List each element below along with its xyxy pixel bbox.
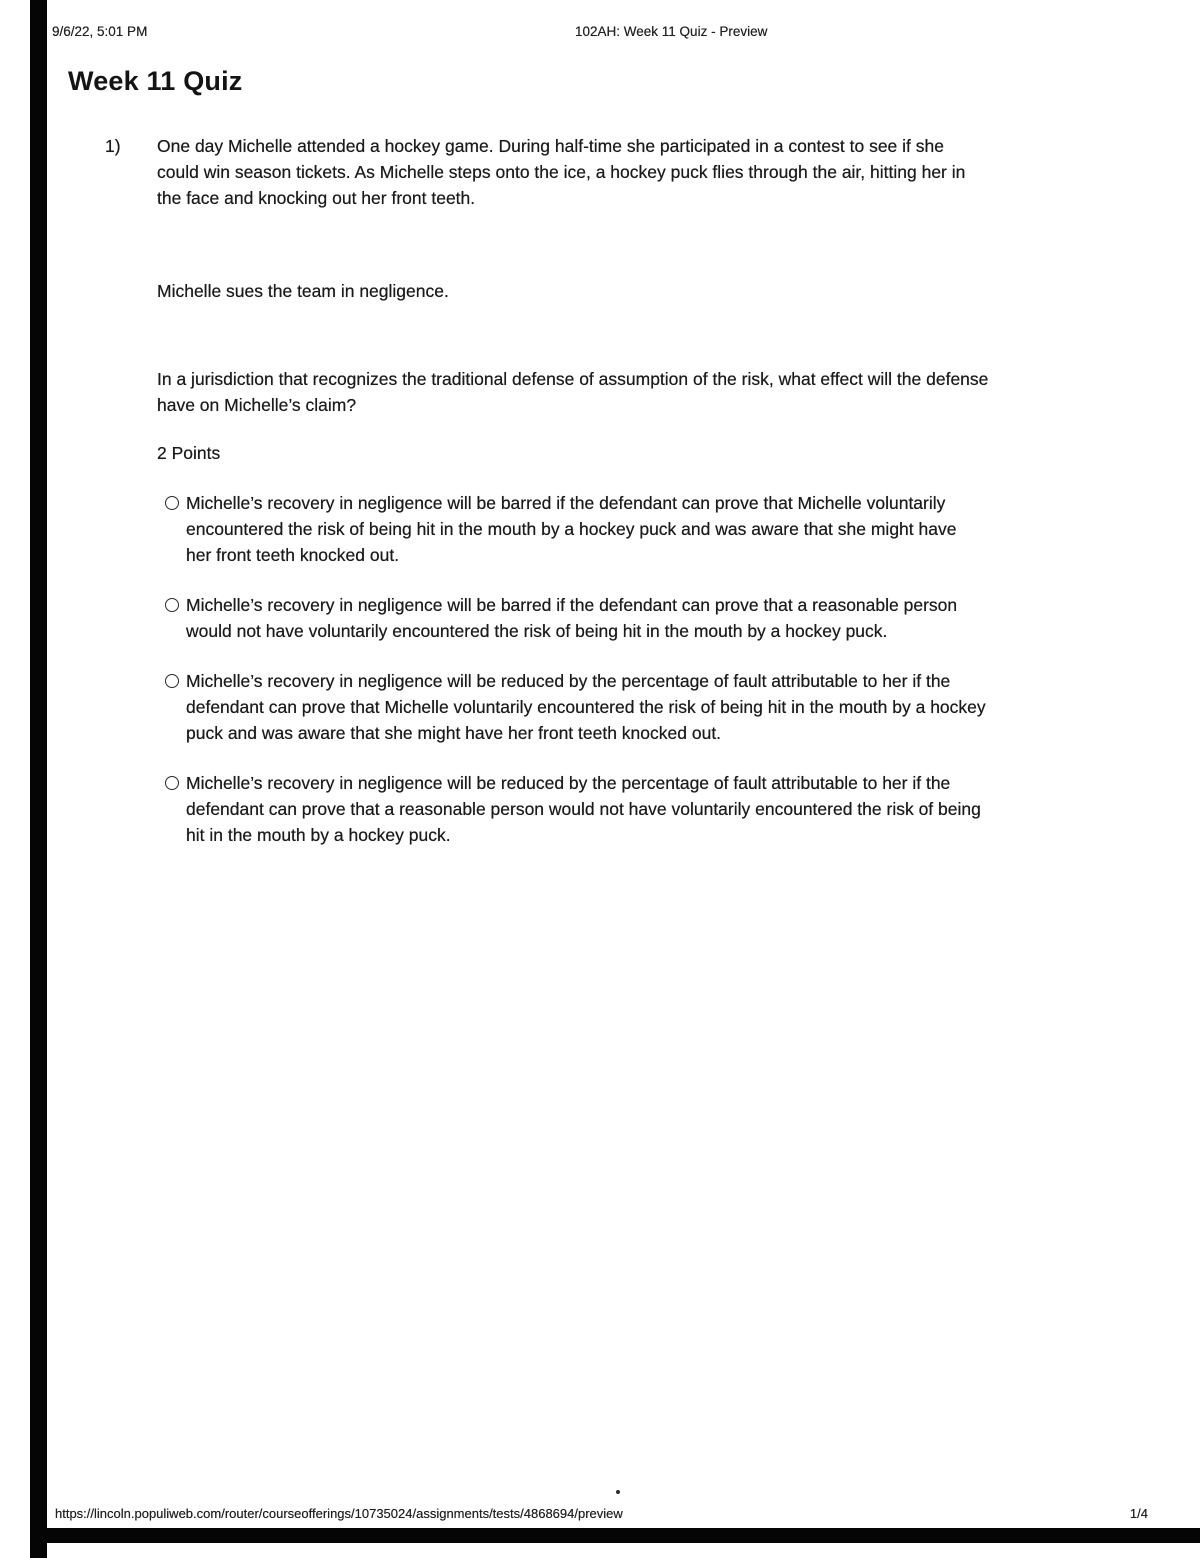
question-1 [68, 133, 1028, 848]
answer-option-4[interactable] [157, 770, 989, 848]
question-prompt: In a jurisdiction that recognizes the traditional defense of assumption of the risk, what effect will the defense have on Michelle’s claim? [157, 369, 989, 415]
question-body [157, 133, 989, 848]
print-header [0, 24, 1200, 44]
radio-button-4[interactable] [165, 776, 179, 790]
radio-button-2[interactable] [165, 598, 179, 612]
option-label-2: Michelle’s recovery in negligence will be barred if the defendant can prove that a reasonable person would not have voluntarily encountered the risk of being hit in the mouth by a hockey puck. [186, 595, 958, 641]
scan-artifact-dot [616, 1490, 620, 1494]
scan-edge-left [30, 0, 47, 1558]
option-label-1: Michelle’s recovery in negligence will be barred if the defendant can prove that Michelle voluntarily encountered the risk of being hit in the mouth by a hockey puck and was aware that she might have her front teeth knocked out. [186, 493, 957, 565]
answer-option-1[interactable] [157, 490, 989, 568]
question-points: 2 Points [157, 443, 221, 463]
option-label-3: Michelle’s recovery in negligence will be reduced by the percentage of fault attributable to her if the defendant can prove that Michelle voluntarily encountered the risk of being hit in the mouth by a hockey puck and was aware that she might have her front teeth knocked out. [186, 671, 986, 743]
question-scenario: One day Michelle attended a hockey game. During half-time she participated in a contest to see if she could win season tickets. As Michelle steps onto the ice, a hockey puck flies through the air, hitting her in the face and knocking out her front teeth. [157, 136, 966, 208]
quiz-title: Week 11 Quiz [68, 66, 243, 96]
radio-button-1[interactable] [165, 496, 179, 510]
footer-url: https://lincoln.populiweb.com/router/courseofferings/10735024/assignments/tests/4868694/preview [55, 1506, 623, 1521]
answer-option-3[interactable] [157, 668, 989, 746]
footer-page-number: 1/4 [1129, 1506, 1148, 1521]
print-header-title: 102AH: Week 11 Quiz - Preview [575, 24, 768, 39]
quiz-page [68, 66, 1028, 848]
option-label-4: Michelle’s recovery in negligence will be reduced by the percentage of fault attributable to her if the defendant can prove that a reasonable person would not have voluntarily encountered the risk of being hit in the mouth by a hockey puck. [186, 773, 981, 845]
radio-button-3[interactable] [165, 674, 179, 688]
print-header-datetime: 9/6/22, 5:01 PM [52, 24, 148, 39]
scan-edge-bottom [30, 1528, 1200, 1543]
print-footer [0, 1506, 1200, 1524]
question-number: 1) [105, 136, 121, 156]
question-statement: Michelle sues the team in negligence. [157, 281, 449, 301]
answer-options [157, 490, 989, 848]
answer-option-2[interactable] [157, 592, 989, 644]
